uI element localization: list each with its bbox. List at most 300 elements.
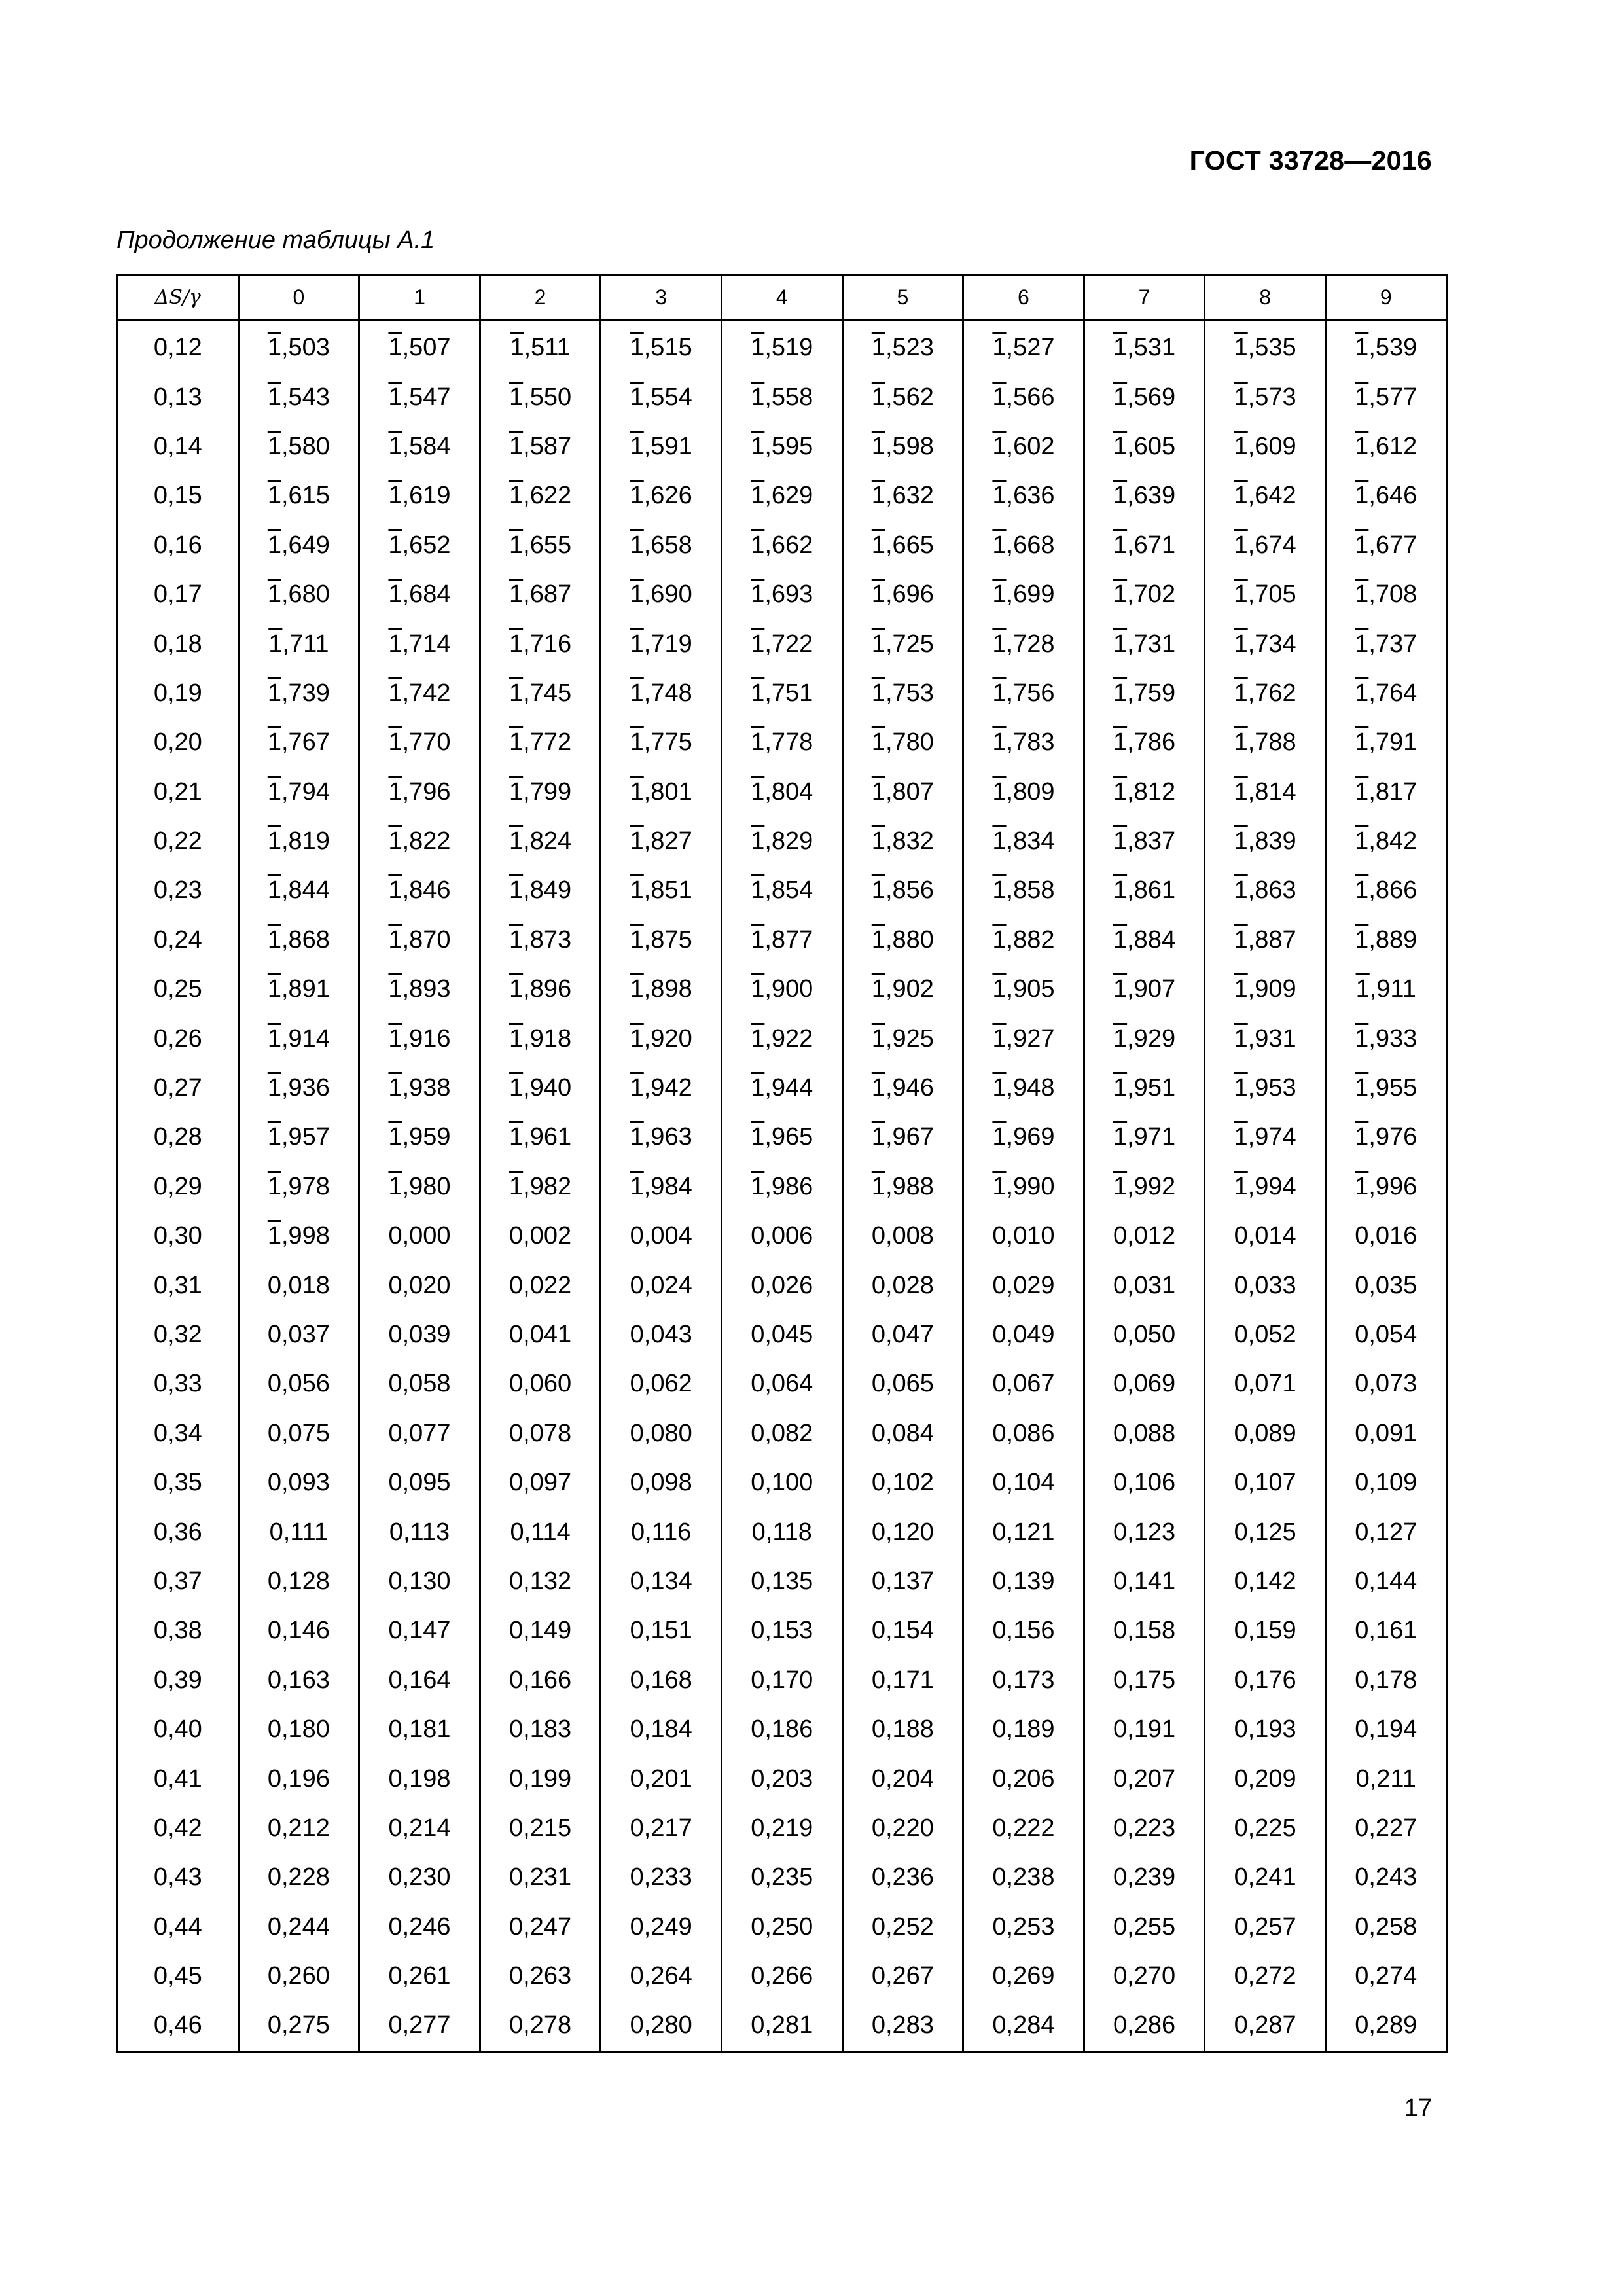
table-cell: 0,123 — [1084, 1507, 1205, 1556]
table-cell: 1,550 — [480, 372, 601, 422]
table-cell: 1,851 — [601, 866, 722, 915]
negative-characteristic: 1 — [1355, 531, 1369, 559]
negative-characteristic: 1 — [388, 778, 402, 806]
table-cell: 0,089 — [1205, 1409, 1326, 1458]
negative-characteristic: 1 — [992, 679, 1007, 707]
negative-characteristic: 1 — [630, 679, 644, 707]
table-cell: 1,971 — [1084, 1113, 1205, 1162]
table-cell: 0,026 — [721, 1261, 842, 1310]
table-cell: 1,759 — [1084, 669, 1205, 718]
negative-characteristic: 1 — [1234, 925, 1248, 954]
table-cell: 0,258 — [1325, 1903, 1446, 1952]
negative-characteristic: 1 — [630, 630, 644, 658]
table-cell: 0,056 — [238, 1359, 359, 1408]
table-cell: 1,543 — [238, 372, 359, 422]
negative-characteristic: 1 — [267, 679, 281, 707]
table-cell: 1,812 — [1084, 768, 1205, 817]
negative-characteristic: 1 — [751, 1024, 765, 1052]
negative-characteristic: 1 — [630, 531, 644, 559]
table-cell: 0,041 — [480, 1310, 601, 1359]
table-cell: 1,535 — [1205, 320, 1326, 373]
table-cell: 0,024 — [601, 1261, 722, 1310]
table-cell: 1,778 — [721, 718, 842, 767]
table-cell: 0,121 — [963, 1507, 1084, 1556]
row-key-cell: 0,12 — [118, 320, 239, 373]
table-cell: 0,016 — [1325, 1211, 1446, 1261]
negative-characteristic: 1 — [751, 482, 765, 510]
negative-characteristic: 1 — [509, 728, 524, 757]
table-cell: 0,064 — [721, 1359, 842, 1408]
negative-characteristic: 1 — [992, 925, 1007, 954]
table-cell: 1,963 — [601, 1113, 722, 1162]
table-cell: 0,249 — [601, 1903, 722, 1952]
table-cell: 1,976 — [1325, 1113, 1446, 1162]
table-cell: 0,075 — [238, 1409, 359, 1458]
negative-characteristic: 1 — [630, 1074, 644, 1102]
table-cell: 1,953 — [1205, 1064, 1326, 1113]
table-cell: 1,629 — [721, 471, 842, 520]
table-cell: 1,748 — [601, 669, 722, 718]
table-cell: 1,696 — [842, 570, 963, 619]
table-cell: 0,028 — [842, 1261, 963, 1310]
table-row — [118, 965, 1447, 1014]
table-cell: 1,992 — [1084, 1162, 1205, 1211]
negative-characteristic: 1 — [992, 334, 1007, 362]
table-cell: 0,000 — [359, 1211, 480, 1261]
table-cell: 0,166 — [480, 1656, 601, 1705]
table-cell: 1,799 — [480, 768, 601, 817]
table-cell: 0,043 — [601, 1310, 722, 1359]
table-cell: 1,652 — [359, 521, 480, 570]
negative-characteristic: 1 — [871, 383, 885, 411]
table-cell: 1,562 — [842, 372, 963, 422]
negative-characteristic: 1 — [1234, 1123, 1248, 1151]
table-cell: 1,515 — [601, 320, 722, 373]
table-cell: 0,130 — [359, 1557, 480, 1606]
negative-characteristic: 1 — [1234, 728, 1248, 757]
table-cell: 1,866 — [1325, 866, 1446, 915]
row-key-cell: 0,39 — [118, 1656, 239, 1705]
table-cell: 0,186 — [721, 1705, 842, 1754]
table-cell: 1,844 — [238, 866, 359, 915]
table-cell: 1,751 — [721, 669, 842, 718]
negative-characteristic: 1 — [1234, 432, 1248, 460]
table-cell: 1,791 — [1325, 718, 1446, 767]
table-cell: 1,834 — [963, 817, 1084, 866]
negative-characteristic: 1 — [1355, 728, 1369, 757]
table-cell: 1,961 — [480, 1113, 601, 1162]
table-cell: 1,822 — [359, 817, 480, 866]
table-cell: 1,938 — [359, 1064, 480, 1113]
negative-characteristic: 1 — [871, 778, 885, 806]
table-cell: 0,261 — [359, 1952, 480, 2001]
negative-characteristic: 1 — [871, 334, 885, 362]
table-cell: 0,211 — [1325, 1754, 1446, 1803]
row-key-cell: 0,46 — [118, 2001, 239, 2051]
table-cell: 0,281 — [721, 2001, 842, 2051]
table-cell: 1,731 — [1084, 619, 1205, 668]
table-cell: 1,587 — [480, 422, 601, 471]
negative-characteristic: 1 — [509, 432, 524, 460]
table-cell: 1,615 — [238, 471, 359, 520]
table-cell: 0,196 — [238, 1754, 359, 1803]
negative-characteristic: 1 — [388, 383, 402, 411]
negative-characteristic: 1 — [1355, 432, 1369, 460]
negative-characteristic: 1 — [751, 531, 765, 559]
negative-characteristic: 1 — [1113, 827, 1128, 855]
negative-characteristic: 1 — [1234, 630, 1248, 658]
table-cell: 0,193 — [1205, 1705, 1326, 1754]
table-row — [118, 718, 1447, 767]
table-cell: 0,198 — [359, 1754, 480, 1803]
table-cell: 1,734 — [1205, 619, 1326, 668]
table-row — [118, 1014, 1447, 1063]
table-cell: 1,891 — [238, 965, 359, 1014]
negative-characteristic: 1 — [388, 334, 402, 362]
table-cell: 0,253 — [963, 1903, 1084, 1952]
table-cell: 1,978 — [238, 1162, 359, 1211]
table-cell: 0,164 — [359, 1656, 480, 1705]
table-cell: 1,880 — [842, 916, 963, 965]
negative-characteristic: 1 — [871, 679, 885, 707]
negative-characteristic: 1 — [751, 630, 765, 658]
table-row — [118, 2001, 1447, 2051]
negative-characteristic: 1 — [1234, 679, 1248, 707]
row-key-cell: 0,25 — [118, 965, 239, 1014]
table-cell: 0,008 — [842, 1211, 963, 1261]
negative-characteristic: 1 — [630, 876, 644, 905]
table-cell: 0,201 — [601, 1754, 722, 1803]
table-cell: 0,050 — [1084, 1310, 1205, 1359]
table-cell: 1,772 — [480, 718, 601, 767]
negative-characteristic: 1 — [992, 1123, 1007, 1151]
table-cell: 0,137 — [842, 1557, 963, 1606]
table-cell: 0,252 — [842, 1903, 963, 1952]
table-cell: 0,158 — [1084, 1606, 1205, 1655]
table-cell: 0,266 — [721, 1952, 842, 2001]
table-cell: 0,077 — [359, 1409, 480, 1458]
negative-characteristic: 1 — [871, 432, 885, 460]
table-cell: 0,269 — [963, 1952, 1084, 2001]
table-cell: 1,745 — [480, 669, 601, 718]
negative-characteristic: 1 — [630, 482, 644, 510]
table-cell: 0,149 — [480, 1606, 601, 1655]
table-cell: 1,837 — [1084, 817, 1205, 866]
table-cell: 1,573 — [1205, 372, 1326, 422]
table-cell: 1,716 — [480, 619, 601, 668]
negative-characteristic: 1 — [509, 925, 524, 954]
negative-characteristic: 1 — [1113, 482, 1128, 510]
negative-characteristic: 1 — [509, 531, 524, 559]
negative-characteristic: 1 — [509, 581, 524, 609]
table-cell: 0,189 — [963, 1705, 1084, 1754]
negative-characteristic: 1 — [388, 679, 402, 707]
table-cell: 0,116 — [601, 1507, 722, 1556]
negative-characteristic: 1 — [630, 728, 644, 757]
table-cell: 1,948 — [963, 1064, 1084, 1113]
negative-characteristic: 1 — [388, 432, 402, 460]
table-cell: 1,632 — [842, 471, 963, 520]
table-row — [118, 817, 1447, 866]
table-cell: 0,134 — [601, 1557, 722, 1606]
table-cell: 1,680 — [238, 570, 359, 619]
negative-characteristic: 1 — [992, 1074, 1007, 1102]
negative-characteristic: 1 — [1234, 383, 1248, 411]
table-cell: 1,783 — [963, 718, 1084, 767]
negative-characteristic: 1 — [388, 531, 402, 559]
table-cell: 1,584 — [359, 422, 480, 471]
table-row — [118, 1804, 1447, 1853]
table-cell: 1,946 — [842, 1064, 963, 1113]
column-header: 0 — [238, 275, 359, 320]
table-cell: 1,655 — [480, 521, 601, 570]
table-cell: 0,102 — [842, 1458, 963, 1507]
table-cell: 1,705 — [1205, 570, 1326, 619]
table-cell: 1,907 — [1084, 965, 1205, 1014]
negative-characteristic: 1 — [1113, 432, 1128, 460]
table-cell: 0,168 — [601, 1656, 722, 1705]
table-cell: 1,796 — [359, 768, 480, 817]
table-cell: 1,742 — [359, 669, 480, 718]
negative-characteristic: 1 — [388, 1024, 402, 1052]
table-row — [118, 1754, 1447, 1803]
table-cell: 0,022 — [480, 1261, 601, 1310]
table-cell: 1,824 — [480, 817, 601, 866]
negative-characteristic: 1 — [1234, 531, 1248, 559]
table-cell: 1,753 — [842, 669, 963, 718]
table-cell: 1,639 — [1084, 471, 1205, 520]
table-cell: 0,255 — [1084, 1903, 1205, 1952]
table-cell: 0,280 — [601, 2001, 722, 2051]
table-cell: 1,725 — [842, 619, 963, 668]
table-cell: 0,287 — [1205, 2001, 1326, 2051]
table-cell: 0,241 — [1205, 1853, 1326, 1902]
table-cell: 1,804 — [721, 768, 842, 817]
negative-characteristic: 1 — [388, 925, 402, 954]
negative-characteristic: 1 — [751, 679, 765, 707]
table-cell: 1,693 — [721, 570, 842, 619]
table-cell: 0,209 — [1205, 1754, 1326, 1803]
table-cell: 0,084 — [842, 1409, 963, 1458]
table-cell: 1,708 — [1325, 570, 1446, 619]
corner-header: ΔS/γ — [118, 275, 239, 320]
table-row — [118, 669, 1447, 718]
negative-characteristic: 1 — [992, 432, 1007, 460]
negative-characteristic: 1 — [267, 432, 281, 460]
table-cell: 1,636 — [963, 471, 1084, 520]
negative-characteristic: 1 — [1113, 975, 1128, 1003]
table-cell: 0,278 — [480, 2001, 601, 2051]
table-cell: 0,235 — [721, 1853, 842, 1902]
negative-characteristic: 1 — [1355, 778, 1369, 806]
table-cell: 0,069 — [1084, 1359, 1205, 1408]
document-id: ГОСТ 33728—2016 — [1189, 145, 1432, 175]
row-key-cell: 0,37 — [118, 1557, 239, 1606]
table-row — [118, 1162, 1447, 1211]
negative-characteristic: 1 — [509, 383, 524, 411]
negative-characteristic: 1 — [509, 778, 524, 806]
table-cell: 1,967 — [842, 1113, 963, 1162]
table-cell: 0,264 — [601, 1952, 722, 2001]
table-cell: 0,154 — [842, 1606, 963, 1655]
table-cell: 0,194 — [1325, 1705, 1446, 1754]
table-cell: 1,539 — [1325, 320, 1446, 373]
table-cell: 0,163 — [238, 1656, 359, 1705]
table-cell: 1,649 — [238, 521, 359, 570]
table-row — [118, 1113, 1447, 1162]
table-cell: 0,246 — [359, 1903, 480, 1952]
negative-characteristic: 1 — [630, 1172, 644, 1200]
negative-characteristic: 1 — [1355, 1074, 1369, 1102]
negative-characteristic: 1 — [871, 1172, 885, 1200]
table-cell: 1,780 — [842, 718, 963, 767]
table-cell: 1,658 — [601, 521, 722, 570]
table-cell: 1,788 — [1205, 718, 1326, 767]
table-cell: 0,004 — [601, 1211, 722, 1261]
page-number: 17 — [1404, 2094, 1432, 2122]
negative-characteristic: 1 — [871, 1123, 885, 1151]
column-header: 8 — [1205, 275, 1326, 320]
table-cell: 0,113 — [359, 1507, 480, 1556]
negative-characteristic: 1 — [871, 876, 885, 905]
table-cell: 0,250 — [721, 1903, 842, 1952]
negative-characteristic: 1 — [267, 482, 281, 510]
table-cell: 1,762 — [1205, 669, 1326, 718]
table-cell: 1,690 — [601, 570, 722, 619]
negative-characteristic: 1 — [1234, 876, 1248, 905]
table-cell: 1,955 — [1325, 1064, 1446, 1113]
table-cell: 0,236 — [842, 1853, 963, 1902]
negative-characteristic: 1 — [267, 1024, 281, 1052]
table-cell: 0,175 — [1084, 1656, 1205, 1705]
table-cell: 1,737 — [1325, 619, 1446, 668]
negative-characteristic: 1 — [509, 630, 524, 658]
negative-characteristic: 1 — [509, 827, 524, 855]
row-key-cell: 0,32 — [118, 1310, 239, 1359]
table-cell: 0,206 — [963, 1754, 1084, 1803]
table-cell: 0,127 — [1325, 1507, 1446, 1556]
negative-characteristic: 1 — [1113, 1172, 1128, 1200]
table-row — [118, 866, 1447, 915]
negative-characteristic: 1 — [871, 1024, 885, 1052]
table-cell: 1,814 — [1205, 768, 1326, 817]
negative-characteristic: 1 — [1234, 581, 1248, 609]
row-key-cell: 0,23 — [118, 866, 239, 915]
table-cell: 1,819 — [238, 817, 359, 866]
table-cell: 0,006 — [721, 1211, 842, 1261]
negative-characteristic: 1 — [751, 728, 765, 757]
table-row — [118, 1557, 1447, 1606]
table-cell: 1,602 — [963, 422, 1084, 471]
table-cell: 1,817 — [1325, 768, 1446, 817]
table-cell: 0,107 — [1205, 1458, 1326, 1507]
table-cell: 1,951 — [1084, 1064, 1205, 1113]
table-row — [118, 1903, 1447, 1952]
negative-characteristic: 1 — [1113, 1024, 1128, 1052]
table-cell: 1,889 — [1325, 916, 1446, 965]
table-row — [118, 570, 1447, 619]
table-cell: 0,238 — [963, 1853, 1084, 1902]
negative-characteristic: 1 — [509, 679, 524, 707]
negative-characteristic: 1 — [992, 778, 1007, 806]
table-cell: 0,078 — [480, 1409, 601, 1458]
negative-characteristic: 1 — [751, 1123, 765, 1151]
negative-characteristic: 1 — [267, 1222, 281, 1250]
negative-characteristic: 1 — [388, 581, 402, 609]
table-cell: 0,100 — [721, 1458, 842, 1507]
table-cell: 1,922 — [721, 1014, 842, 1063]
column-header: 7 — [1084, 275, 1205, 320]
negative-characteristic: 1 — [871, 1074, 885, 1102]
table-cell: 0,156 — [963, 1606, 1084, 1655]
row-key-cell: 0,22 — [118, 817, 239, 866]
table-cell: 1,893 — [359, 965, 480, 1014]
row-key-cell: 0,34 — [118, 1409, 239, 1458]
table-cell: 1,832 — [842, 817, 963, 866]
table-cell: 0,109 — [1325, 1458, 1446, 1507]
negative-characteristic: 1 — [509, 876, 524, 905]
table-cell: 1,998 — [238, 1211, 359, 1261]
table-cell: 1,827 — [601, 817, 722, 866]
table-cell: 0,231 — [480, 1853, 601, 1902]
negative-characteristic: 1 — [267, 778, 281, 806]
negative-characteristic: 1 — [871, 827, 885, 855]
negative-characteristic: 1 — [1234, 482, 1248, 510]
table-cell: 0,203 — [721, 1754, 842, 1803]
table-cell: 1,756 — [963, 669, 1084, 718]
table-cell: 0,095 — [359, 1458, 480, 1507]
table-row — [118, 422, 1447, 471]
table-cell: 1,994 — [1205, 1162, 1326, 1211]
table-cell: 0,080 — [601, 1409, 722, 1458]
table-cell: 0,274 — [1325, 1952, 1446, 2001]
negative-characteristic: 1 — [630, 581, 644, 609]
table-cell: 1,619 — [359, 471, 480, 520]
table-row — [118, 1310, 1447, 1359]
negative-characteristic: 1 — [871, 728, 885, 757]
negative-characteristic: 1 — [751, 1172, 765, 1200]
negative-characteristic: 1 — [992, 876, 1007, 905]
negative-characteristic: 1 — [992, 827, 1007, 855]
negative-characteristic: 1 — [267, 531, 281, 559]
table-cell: 0,233 — [601, 1853, 722, 1902]
negative-characteristic: 1 — [1355, 925, 1369, 954]
table-cell: 0,151 — [601, 1606, 722, 1655]
table-cell: 1,974 — [1205, 1113, 1326, 1162]
negative-characteristic: 1 — [1234, 778, 1248, 806]
table-row — [118, 1606, 1447, 1655]
negative-characteristic: 1 — [1355, 975, 1370, 1003]
table-cell: 1,577 — [1325, 372, 1446, 422]
negative-characteristic: 1 — [992, 482, 1007, 510]
negative-characteristic: 1 — [1113, 334, 1128, 362]
table-cell: 1,622 — [480, 471, 601, 520]
table-cell: 1,887 — [1205, 916, 1326, 965]
table-cell: 0,223 — [1084, 1804, 1205, 1853]
table-caption: Продолжение таблицы А.1 — [116, 226, 435, 254]
row-key-cell: 0,38 — [118, 1606, 239, 1655]
negative-characteristic: 1 — [630, 1024, 644, 1052]
table-cell: 1,786 — [1084, 718, 1205, 767]
table-cell: 1,527 — [963, 320, 1084, 373]
negative-characteristic: 1 — [1355, 1123, 1369, 1151]
negative-characteristic: 1 — [1355, 383, 1369, 411]
negative-characteristic: 1 — [509, 1123, 524, 1151]
table-cell: 1,626 — [601, 471, 722, 520]
negative-characteristic: 1 — [992, 581, 1007, 609]
negative-characteristic: 1 — [388, 876, 402, 905]
table-cell: 1,918 — [480, 1014, 601, 1063]
